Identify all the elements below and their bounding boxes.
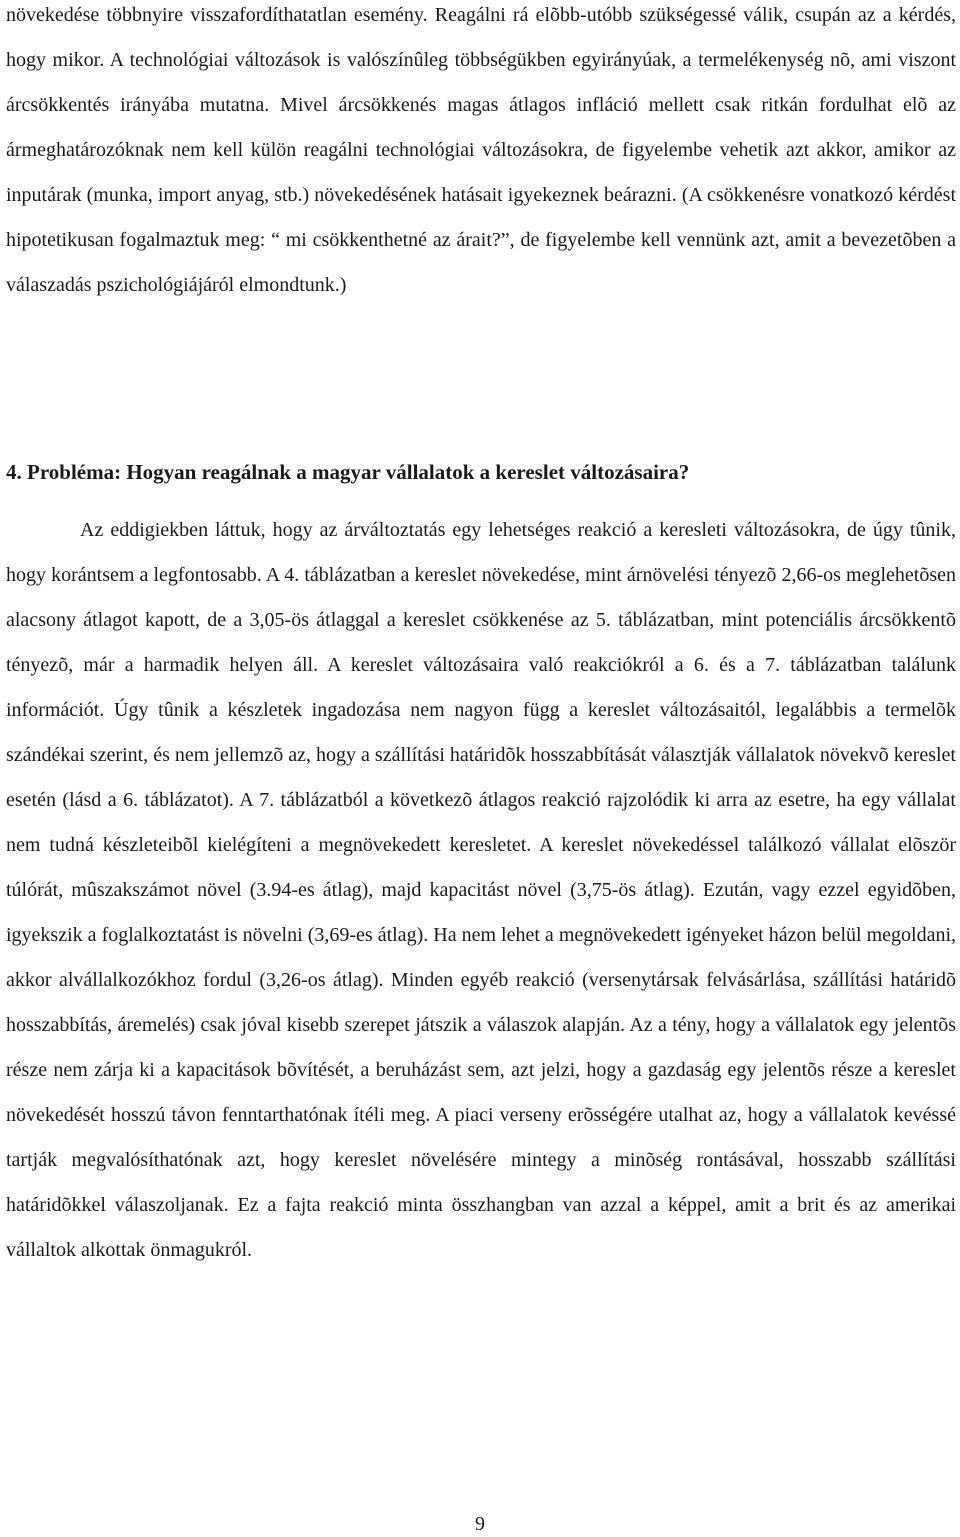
intro-paragraph: növekedése többnyire visszafordíthatatlan esemény. Reagálni rá elõbb-utóbb szükségessé válik, csupán az a kérdés, hogy mikor. A technológiai változások is valószínûleg többségükben egyirányúak, a termelékenység nõ, ami viszont árcsökkentés irányába mutatna. Mivel árcsökkenés magas átlagos infláció mellett csak ritkán fordulhat elõ az ármeghatározóknak nem kell külön reagálni technológiai változásokra, de figyelembe vehetik azt akkor, amikor az inputárak (munka, import anyag, stb.) növekedésének hatásait igyekeznek beárazni. (A csökkenésre vonatkozó kérdést hipotetikusan fogalmaztuk meg: “ mi csökkenthetné az árait?”, de figyelembe kell vennünk azt, amit a bevezetõben a válaszadás pszichológiájáról elmondtunk.) <box>6 4 956 296</box>
main-paragraph: Az eddigiekben láttuk, hogy az árváltoztatás egy lehetséges reakció a keresleti változásokra, de úgy tûnik, hogy korántsem a legfontosabb. A 4. táblázatban a kereslet növekedése, mint árnövelési tényezõ 2,66-os meglehetõsen alacsony átlagot kapott, de a 3,05-ös átlaggal a kereslet csökkenése az 5. táblázatban, mint potenciális árcsökkentõ tényezõ, már a harmadik helyen áll. A kereslet változásaira való reakciókról a 6. és a 7. táblázatban találunk információt. Úgy tûnik a készletek ingadozása nem nagyon függ a kereslet változásaitól, legalábbis a termelõk szándékai szerint, és nem jellemzõ az, hogy a szállítási határidõk hosszabbítását választják vállalatok növekvõ kereslet esetén (lásd a 6. táblázatot). A 7. táblázatból a következõ átlagos reakció rajzolódik ki arra az esetre, ha egy vállalat nem tudná készleteibõl kielégíteni a megnövekedett keresletet. A kereslet növekedéssel találkozó vállalat elõször túlórát, mûszakszámot növel (3.94-es átlag), majd kapacitást növel (3,75-ös átlag). Ezután, vagy ezzel egyidõben, igyekszik a foglalkoztatást is növelni (3,69-es átlag). Ha nem lehet a megnövekedett igényeket házon belül megoldani, akkor alvállalkozókhoz fordul (3,26-os átlag). Minden egyéb reakció (versenytársak felvásárlása, szállítási határidõ hosszabbítás, áremelés) csak jóval kisebb szerepet játszik a válaszok alapján. Az a tény, hogy a vállalatok egy jelentõs része nem zárja ki a kapacitások bõvítését, a beruházást sem, azt jelzi, hogy a gazdaság egy jelentõs része a kereslet növekedését hosszú távon fenntarthatónak ítéli meg. A piaci verseny erõsségére utalhat az, hogy a vállalatok kevéssé tartják megvalósíthatónak azt, hogy kereslet növelésére mintegy a minõség rontásával, hosszabb szállítási határidõkkel válaszoljanak. Ez a fajta reakció minta összhangban van azzal a képpel, amit a brit és az amerikai vállaltok alkottak önmagukról. <box>6 519 956 1261</box>
section-heading: 4. Probléma: Hogyan reagálnak a magyar vállalatok a kereslet változásaira? <box>6 460 690 484</box>
page-number: 9 <box>475 1513 485 1535</box>
